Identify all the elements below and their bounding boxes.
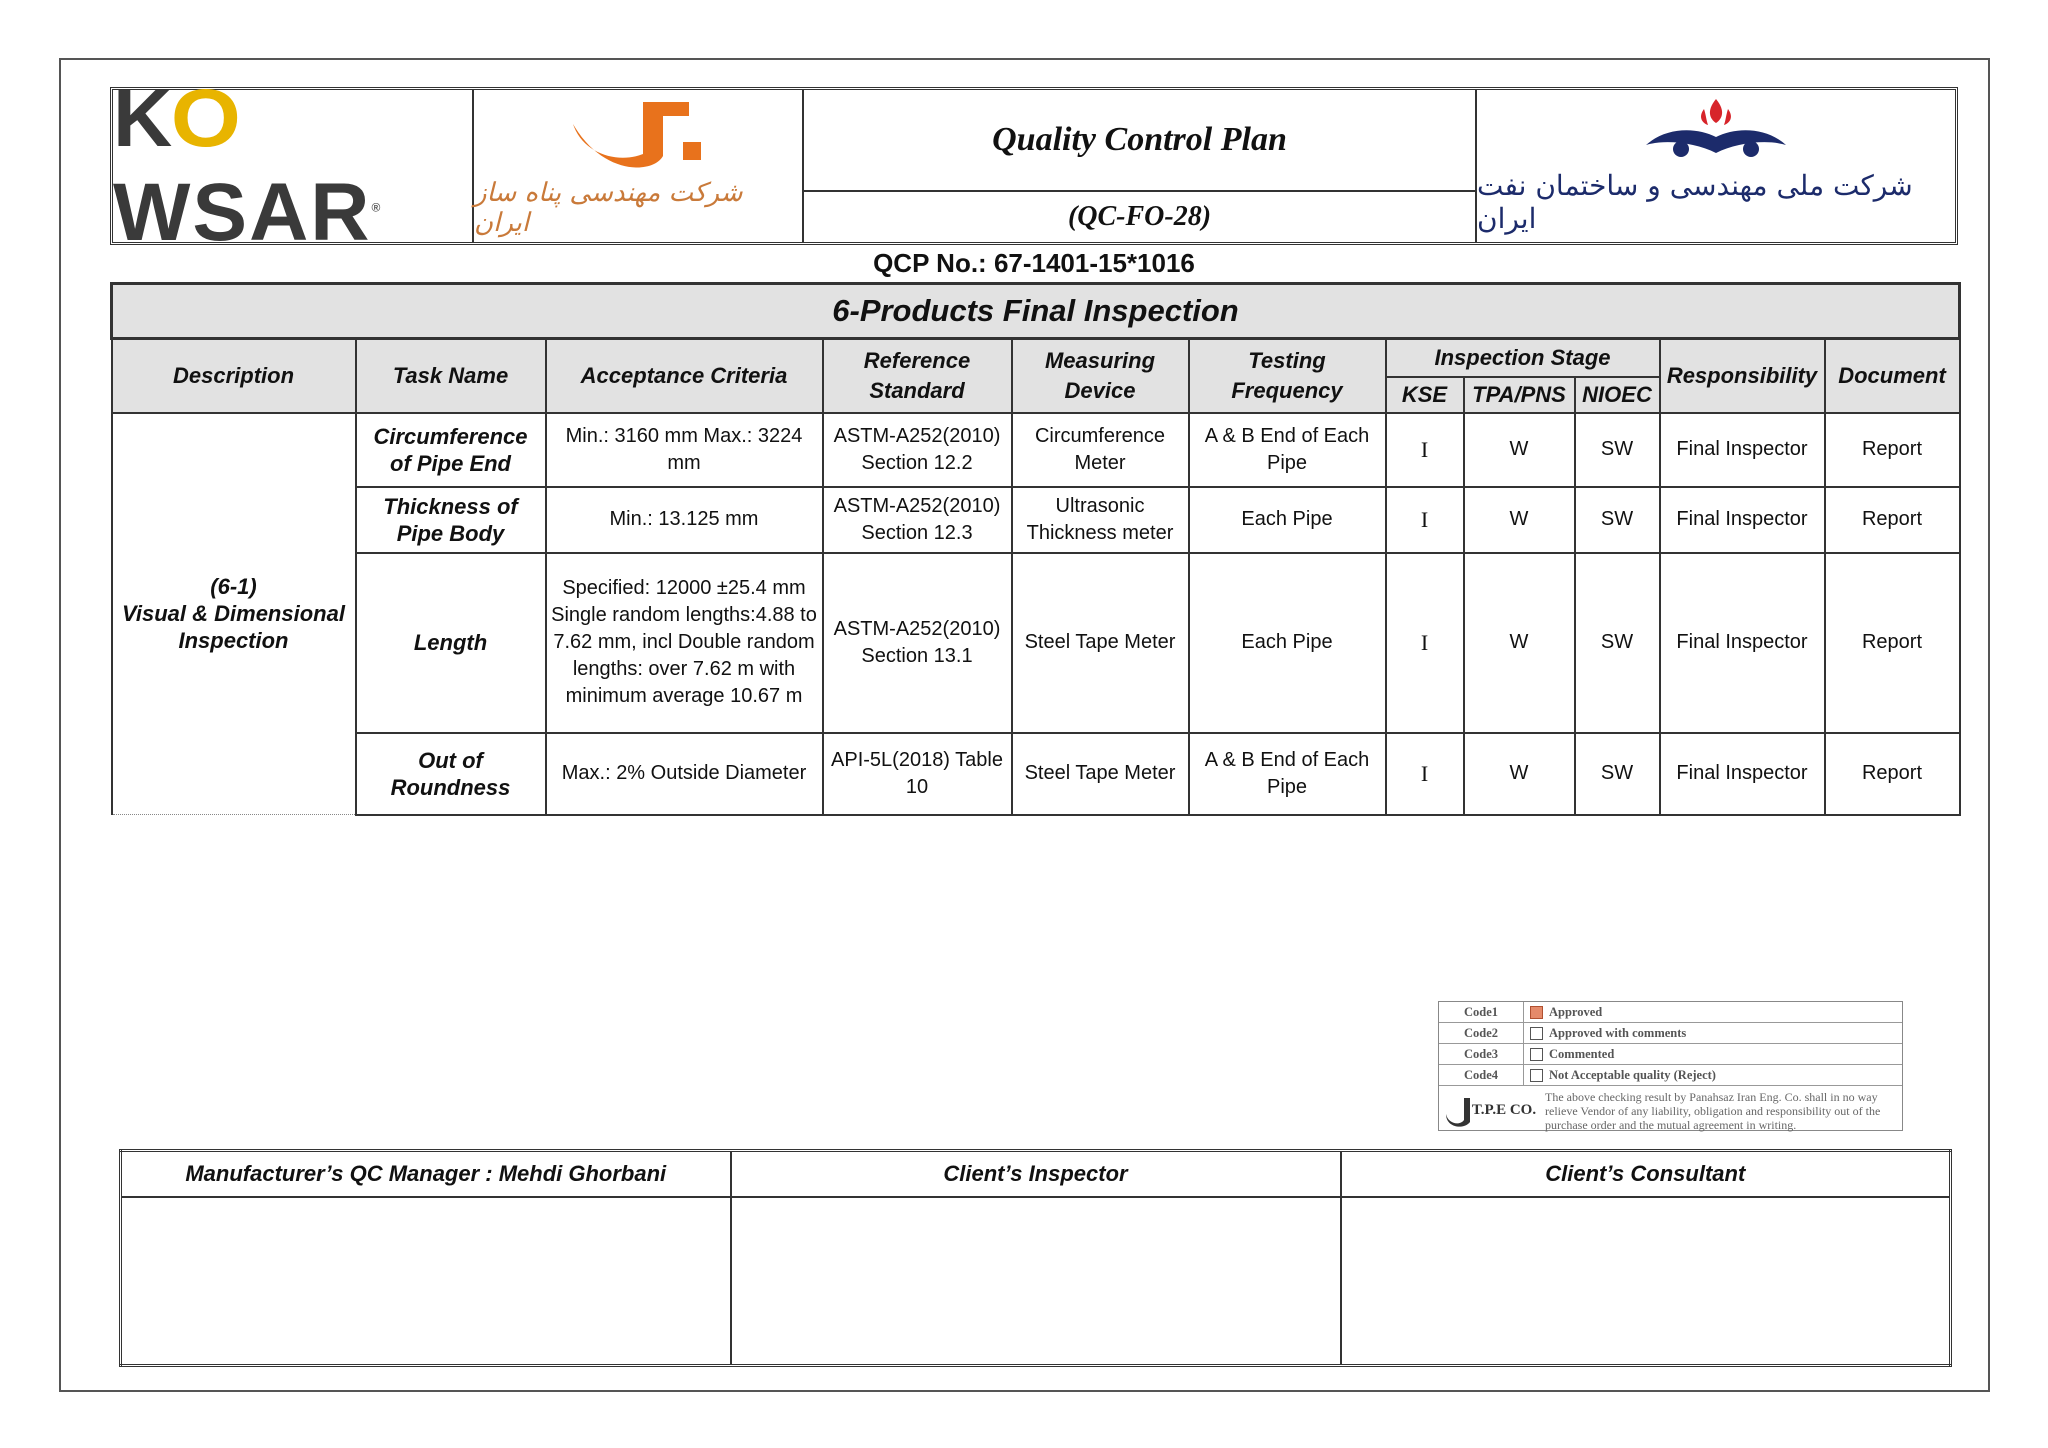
tpe-mark-icon: [1442, 1094, 1472, 1128]
testing-frequency: Each Pipe: [1189, 487, 1386, 553]
task-name: Length: [356, 553, 546, 733]
acceptance-criteria: Min.: 13.125 mm: [546, 487, 823, 553]
stage-kse: I: [1386, 733, 1464, 815]
tpe-logo: [1439, 1094, 1539, 1128]
stage-tpa: W: [1464, 413, 1575, 487]
table-row: [112, 413, 1960, 487]
stamp-label: Approved: [1549, 1004, 1603, 1019]
manufacturer-signature-box[interactable]: [121, 1197, 731, 1366]
stamp-label: Not Acceptable quality (Reject): [1549, 1067, 1716, 1082]
stage-tpa: W: [1464, 553, 1575, 733]
checkbox-icon: [1530, 1069, 1543, 1082]
stamp-code-row: [1439, 1002, 1902, 1023]
col-measuring-device: Measuring Device: [1012, 339, 1189, 413]
nioec-logo: [1477, 90, 1955, 242]
stamp-footer: [1439, 1086, 1902, 1135]
acceptance-criteria: Specified: 12000 ±25.4 mm Single random lengths:4.88 to 7.62 mm, incl Double random lengths: over 7.62 m with minimum average 10.67 m: [546, 553, 823, 733]
stage-nioec: SW: [1575, 733, 1660, 815]
table-row: [112, 733, 1960, 815]
stage-kse: I: [1386, 413, 1464, 487]
checkbox-icon: [1530, 1048, 1543, 1061]
stage-nioec: SW: [1575, 487, 1660, 553]
signature-table: [119, 1149, 1952, 1367]
client-consultant-signature-box[interactable]: [1341, 1197, 1951, 1366]
approval-stamp: [1438, 1001, 1903, 1131]
task-name: Circumference of Pipe End: [356, 413, 546, 487]
stamp-code: Code2: [1439, 1023, 1524, 1043]
reference-standard: ASTM-A252(2010) Section 13.1: [823, 553, 1012, 733]
task-name: Out of Roundness: [356, 733, 546, 815]
reference-standard: API-5L(2018) Table 10: [823, 733, 1012, 815]
form-code: (QC-FO-28): [1067, 201, 1212, 232]
client-inspector-signature-box[interactable]: [731, 1197, 1341, 1366]
document: Report: [1825, 553, 1960, 733]
group-code: (6-1): [210, 574, 257, 600]
stamp-code: Code4: [1439, 1065, 1524, 1085]
panahsaz-logo: [474, 90, 804, 242]
panahsaz-mark-icon: [543, 94, 733, 174]
checkbox-icon: [1530, 1027, 1543, 1040]
stage-kse: I: [1386, 487, 1464, 553]
responsibility: Final Inspector: [1660, 413, 1825, 487]
nioec-persian-name: شرکت ملی مهندسی و ساختمان نفت ایران: [1477, 169, 1913, 235]
stamp-label: Approved with comments: [1549, 1025, 1687, 1040]
stage-tpa: W: [1464, 487, 1575, 553]
col-nioec: NIOEC: [1575, 377, 1660, 413]
col-responsibility: Responsibility: [1660, 339, 1825, 413]
acceptance-criteria: Min.: 3160 mm Max.: 3224 mm: [546, 413, 823, 487]
col-inspection-stage: Inspection Stage: [1386, 339, 1660, 377]
document-title: Quality Control Plan: [804, 90, 1475, 192]
measuring-device: Ultrasonic Thickness meter: [1012, 487, 1189, 553]
client-consultant: Client’s Consultant: [1341, 1151, 1951, 1198]
stamp-code: Code1: [1439, 1002, 1524, 1022]
kowsar-logo: KOWSAR®: [113, 90, 474, 242]
document: Report: [1825, 733, 1960, 815]
measuring-device: Steel Tape Meter: [1012, 553, 1189, 733]
col-tpa-pns: TPA/PNS: [1464, 377, 1575, 413]
nioec-flame-icon: [1626, 97, 1806, 167]
responsibility: Final Inspector: [1660, 487, 1825, 553]
col-description: Description: [112, 339, 356, 413]
group-description: [112, 413, 356, 815]
table-row: [112, 487, 1960, 553]
stage-kse: I: [1386, 553, 1464, 733]
acceptance-criteria: Max.: 2% Outside Diameter: [546, 733, 823, 815]
group-name: Visual & Dimensional Inspection: [122, 601, 345, 654]
measuring-device: Steel Tape Meter: [1012, 733, 1189, 815]
panahsaz-persian-name: شرکت مهندسی پناه ساز ایران: [474, 178, 743, 238]
col-kse: KSE: [1386, 377, 1464, 413]
stage-nioec: SW: [1575, 413, 1660, 487]
stamp-code-row: [1439, 1044, 1902, 1065]
stamp-code-row: [1439, 1023, 1902, 1044]
table-row: [112, 553, 1960, 733]
section-title: 6-Products Final Inspection: [112, 284, 1960, 339]
reference-standard: ASTM-A252(2010) Section 12.2: [823, 413, 1012, 487]
testing-frequency: A & B End of Each Pipe: [1189, 733, 1386, 815]
stage-nioec: SW: [1575, 553, 1660, 733]
stamp-code: Code3: [1439, 1044, 1524, 1064]
document: Report: [1825, 487, 1960, 553]
reference-standard: ASTM-A252(2010) Section 12.3: [823, 487, 1012, 553]
checkbox-icon: [1530, 1006, 1543, 1019]
stamp-label: Commented: [1549, 1046, 1615, 1061]
inspection-table: [110, 282, 1961, 816]
document: Report: [1825, 413, 1960, 487]
task-name: Thickness of Pipe Body: [356, 487, 546, 553]
col-document: Document: [1825, 339, 1960, 413]
stamp-note: The above checking result by Panahsaz Iran Eng. Co. shall in no way relieve Vendor of any liability, obligation and responsibility out of the purchase order and the mutual agreement in writing.: [1545, 1089, 1881, 1132]
col-reference-standard: Reference Standard: [823, 339, 1012, 413]
responsibility: Final Inspector: [1660, 733, 1825, 815]
qcp-number: QCP No.: 67-1401-15*1016: [873, 248, 1195, 278]
document-header: [110, 73, 1958, 258]
col-testing-frequency: Testing Frequency: [1189, 339, 1386, 413]
col-task-name: Task Name: [356, 339, 546, 413]
responsibility: Final Inspector: [1660, 553, 1825, 733]
measuring-device: Circumference Meter: [1012, 413, 1189, 487]
manufacturer-qc-manager: Manufacturer’s QC Manager : Mehdi Ghorbani: [121, 1151, 731, 1198]
stamp-code-row: [1439, 1065, 1902, 1086]
tpe-company: T.P.E CO.: [1471, 1102, 1537, 1118]
title-block: [804, 90, 1477, 242]
stage-tpa: W: [1464, 733, 1575, 815]
testing-frequency: A & B End of Each Pipe: [1189, 413, 1386, 487]
testing-frequency: Each Pipe: [1189, 553, 1386, 733]
col-acceptance-criteria: Acceptance Criteria: [546, 339, 823, 413]
client-inspector: Client’s Inspector: [731, 1151, 1341, 1198]
